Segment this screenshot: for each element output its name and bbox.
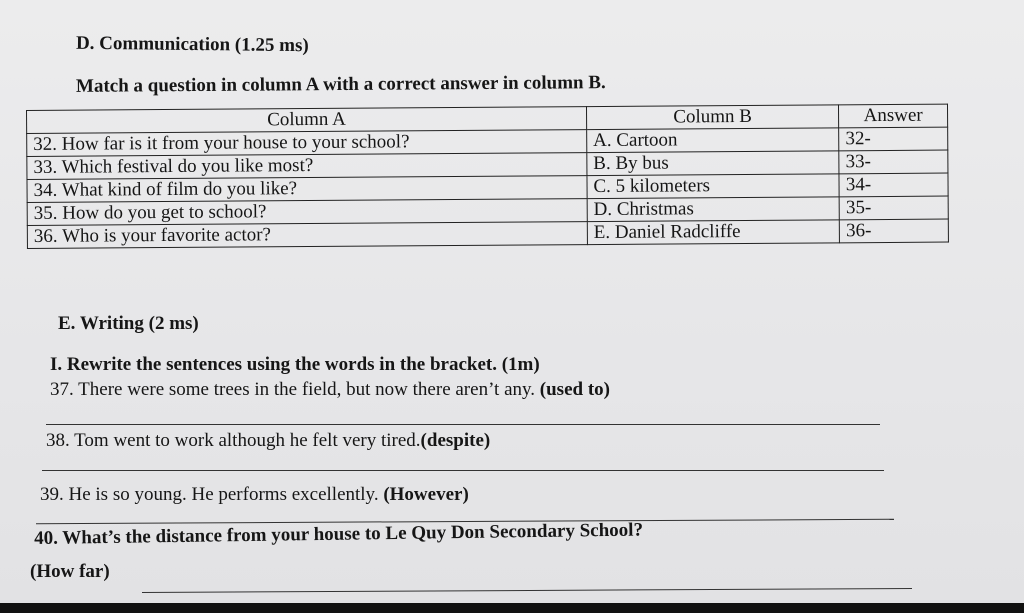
column-a-header: Column A <box>27 107 587 134</box>
question-cell: 35. How do you get to school? <box>27 199 587 226</box>
question-cell: 33. Which festival do you like most? <box>27 153 587 180</box>
section-d-instruction: Match a question in column A with a correct answer in column B. <box>75 72 606 97</box>
answer-option-cell: E. Daniel Radcliffe <box>587 220 840 245</box>
answer-line-40[interactable] <box>142 588 912 593</box>
section-e-heading: E. Writing (2 ms) <box>58 313 199 334</box>
answer-blank-cell[interactable]: 36- <box>840 219 949 243</box>
part-i-instruction: I. Rewrite the sentences using the words in the bracket. (1m) <box>50 354 540 375</box>
exercise-39-cue: (However) <box>383 484 469 505</box>
answer-line-38[interactable] <box>42 470 884 471</box>
question-cell: 34. What kind of film do you like? <box>27 176 587 203</box>
exercise-39 <box>40 484 469 506</box>
exercise-37-text: 37. There were some trees in the field, but now there aren’t any. <box>50 379 536 400</box>
photo-bottom-edge <box>0 603 1024 613</box>
answer-blank-cell[interactable]: 32- <box>839 127 948 151</box>
question-cell: 32. How far is it from your house to your school? <box>27 130 587 157</box>
answer-blank-cell[interactable]: 33- <box>839 150 948 174</box>
exercise-40-cue: (How far) <box>30 561 110 582</box>
matching-table <box>26 104 949 249</box>
answer-option-cell: A. Cartoon <box>587 128 840 153</box>
answer-option-cell: D. Christmas <box>587 197 840 222</box>
answer-option-cell: B. By bus <box>587 151 840 176</box>
answer-option-cell: C. 5 kilometers <box>587 174 840 199</box>
exercise-39-text: 39. He is so young. He performs excellently. <box>40 484 379 505</box>
exercise-37-cue: (used to) <box>539 379 610 400</box>
answer-blank-cell[interactable]: 34- <box>839 173 948 197</box>
exercise-38-text: 38. Tom went to work although he felt very tired. <box>46 430 421 451</box>
exercise-40-text: 40. What’s the distance from your house to Le Quy Don Secondary School? <box>34 519 644 549</box>
answer-blank-cell[interactable]: 35- <box>839 196 948 220</box>
exercise-38-cue: (despite) <box>420 430 491 451</box>
exercise-38 <box>46 430 490 452</box>
answer-header: Answer <box>839 104 948 128</box>
section-d-heading: D. Communication (1.25 ms) <box>75 32 309 57</box>
exercise-37 <box>50 379 610 401</box>
answer-line-37[interactable] <box>46 424 880 425</box>
column-b-header: Column B <box>586 105 839 130</box>
question-cell: 36. Who is your favorite actor? <box>27 222 587 249</box>
